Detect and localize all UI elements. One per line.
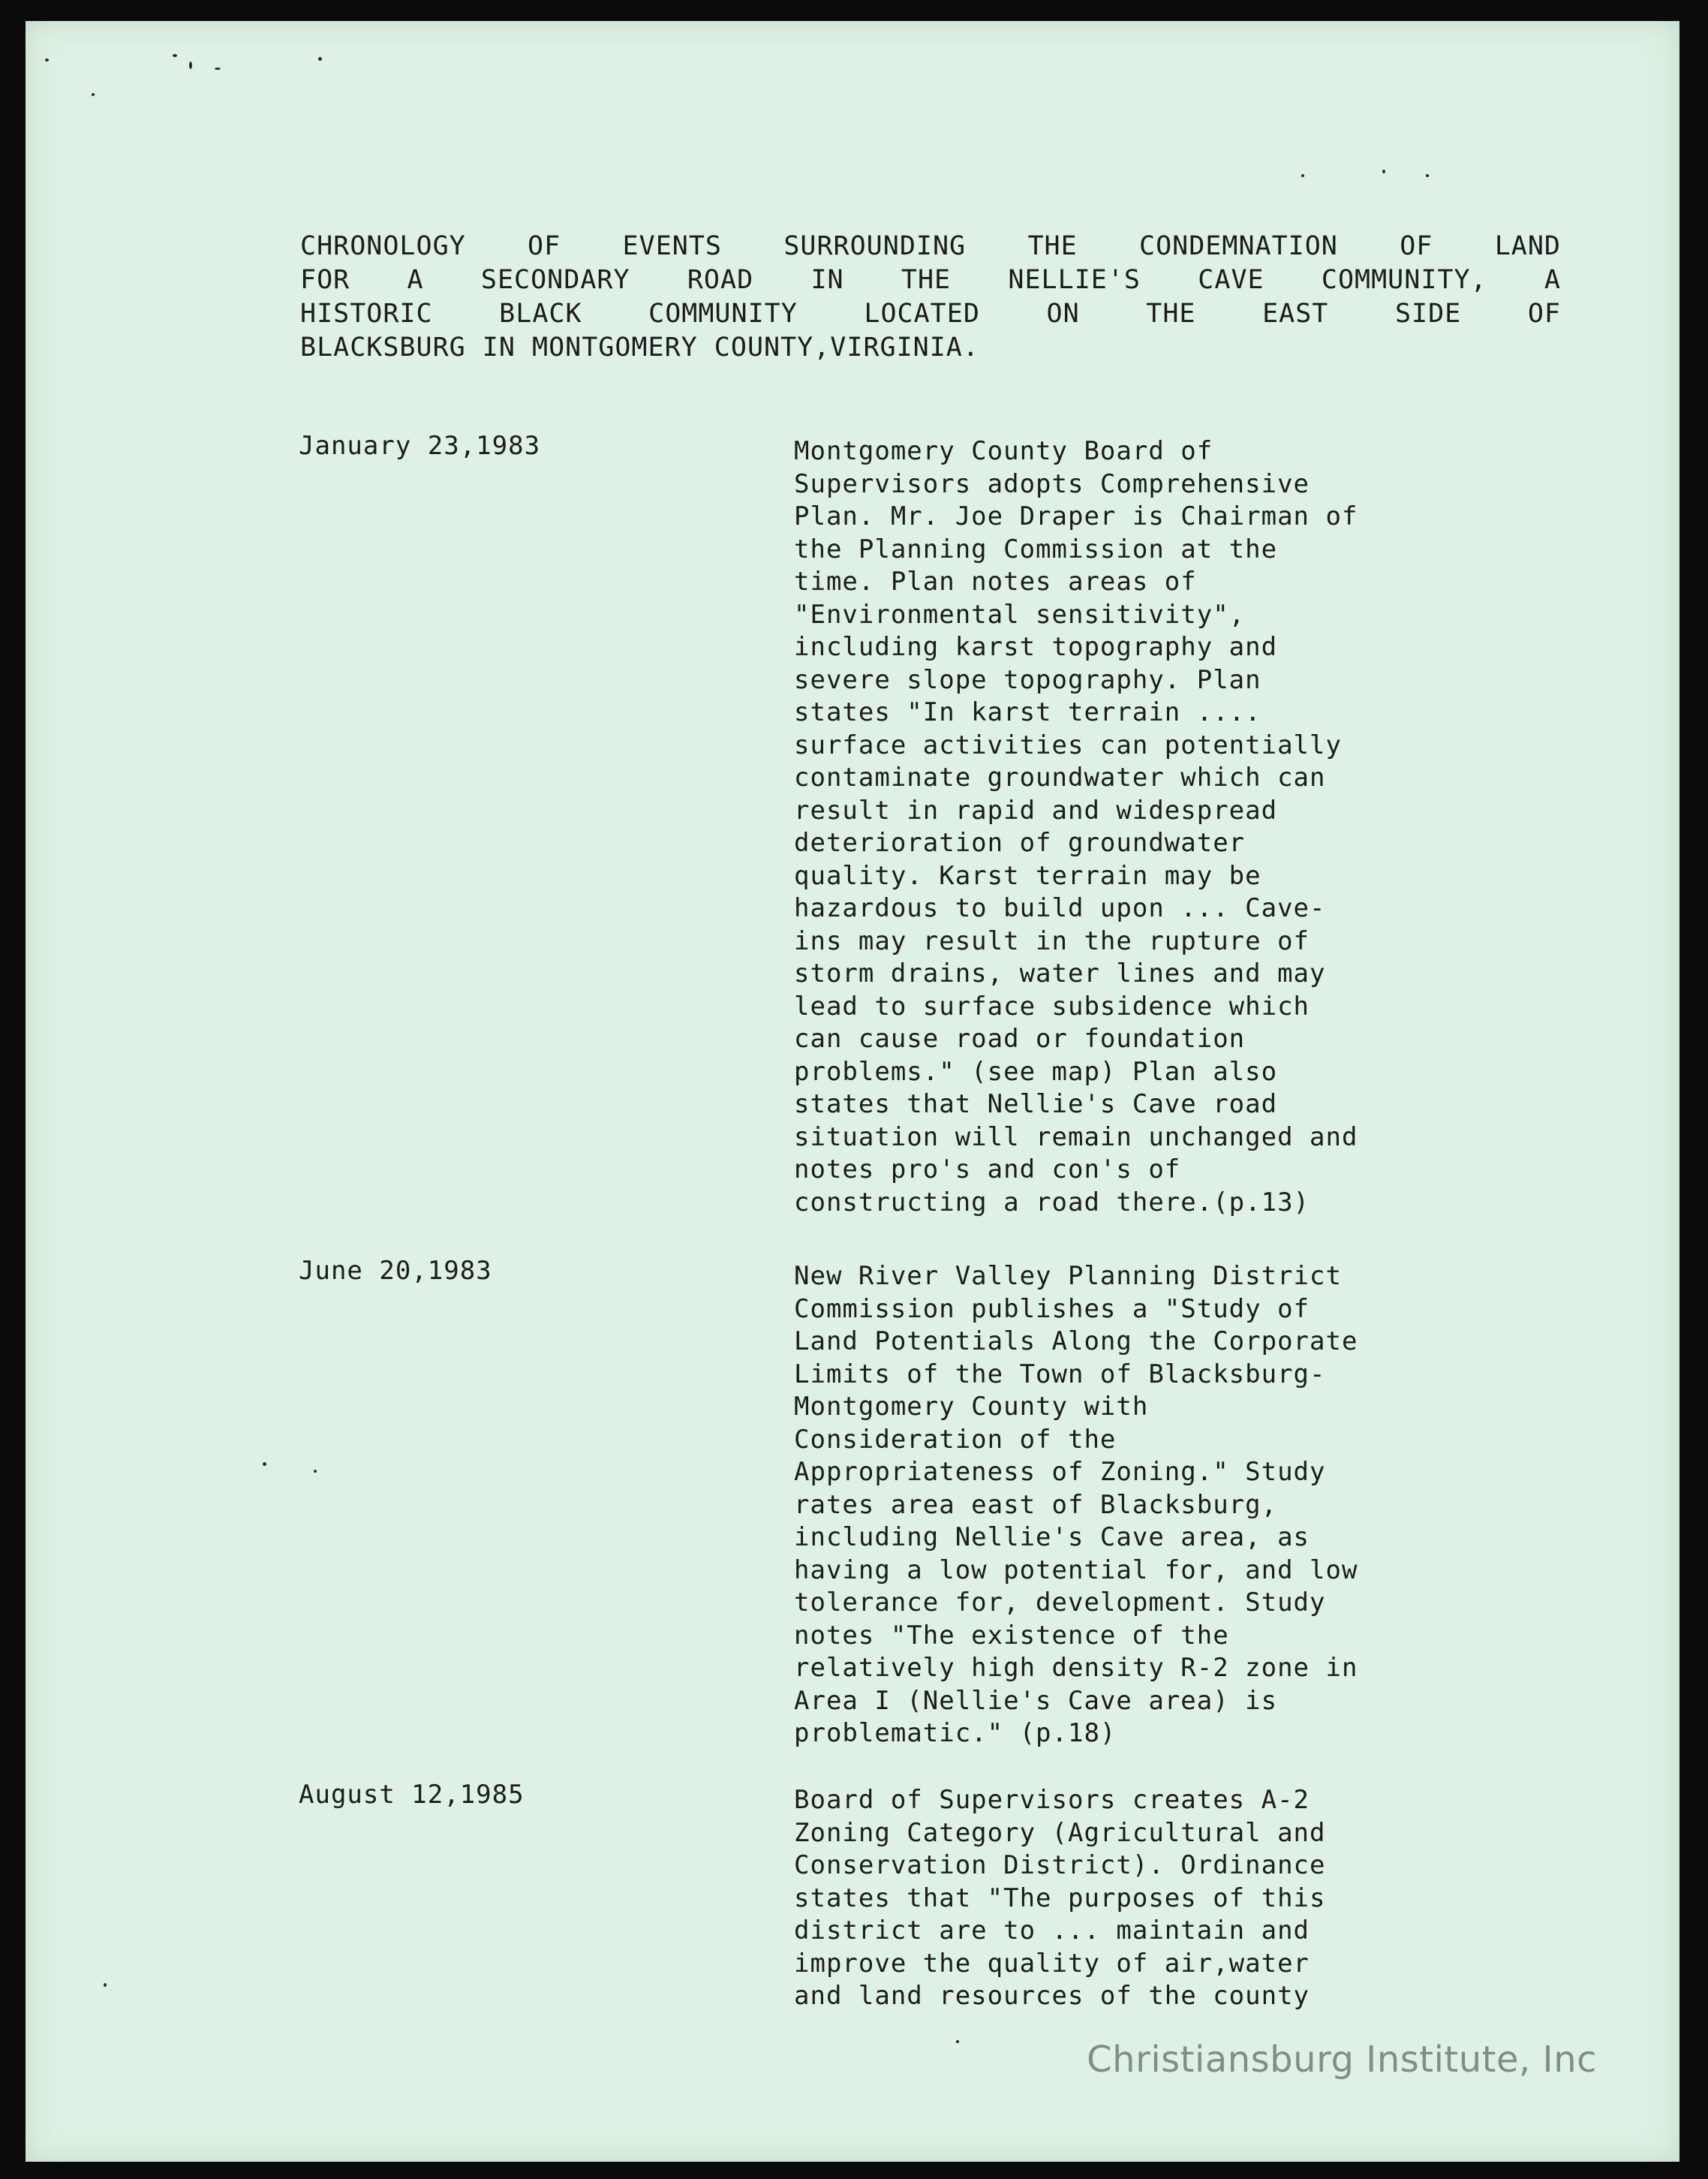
entry-line: having a low potential for, and low xyxy=(794,1554,1358,1585)
watermark: Christiansburg Institute, Inc xyxy=(1087,2039,1597,2081)
entry-line: Montgomery County with xyxy=(794,1392,1149,1422)
speck-mark xyxy=(45,59,49,62)
speck-mark xyxy=(314,1470,317,1473)
document-page xyxy=(26,21,1679,2162)
entry-line: quality. Karst terrain may be xyxy=(794,860,1261,891)
speck-mark xyxy=(189,62,192,69)
entry-line: Montgomery County Board of xyxy=(794,436,1213,466)
entry-line: New River Valley Planning District xyxy=(794,1261,1342,1291)
entry-line: surface activities can potentially xyxy=(794,730,1342,760)
entry-line: Zoning Category (Agricultural and xyxy=(794,1817,1326,1848)
entry-line: notes pro's and con's of xyxy=(794,1154,1181,1184)
entry-description xyxy=(794,1784,1544,2013)
speck-mark xyxy=(956,2040,959,2043)
entry-line: storm drains, water lines and may xyxy=(794,959,1326,989)
entry-line: ins may result in the rupture of xyxy=(794,925,1310,956)
entry-line: contaminate groundwater which can xyxy=(794,763,1326,793)
title-line: BLACKSBURG IN MONTGOMERY COUNTY,VIRGINIA. xyxy=(300,333,979,363)
entry-line: lead to surface subsidence which xyxy=(794,991,1310,1022)
entry-line: Appropriateness of Zoning." Study xyxy=(794,1457,1326,1487)
speck-mark xyxy=(1301,174,1304,177)
entry-line: Plan. Mr. Joe Draper is Chairman of xyxy=(794,501,1358,531)
entry-line: constructing a road there.(p.13) xyxy=(794,1187,1310,1217)
entry-line: states "In karst terrain .... xyxy=(794,697,1261,727)
speck-mark xyxy=(215,68,221,70)
entry-line: and land resources of the county xyxy=(794,1981,1310,2011)
title-line: CHRONOLOGY OF EVENTS SURROUNDING THE CONDEMNATION OF LAND xyxy=(300,231,1561,261)
entry-line: including Nellie's Cave area, as xyxy=(794,1522,1310,1552)
speck-mark xyxy=(1426,174,1429,177)
speck-mark xyxy=(173,54,177,57)
entry-line: severe slope topography. Plan xyxy=(794,664,1261,695)
entry-line: problematic." (p.18) xyxy=(794,1718,1117,1748)
entry-line: Area I (Nellie's Cave area) is xyxy=(794,1685,1278,1716)
entry-line: "Environmental sensitivity", xyxy=(794,599,1246,630)
document-title xyxy=(300,230,1561,365)
entry-line: Commission publishes a "Study of xyxy=(794,1293,1310,1324)
speck-mark xyxy=(92,93,95,96)
entry-line: time. Plan notes areas of xyxy=(794,567,1197,597)
entry-line: Land Potentials Along the Corporate xyxy=(794,1326,1358,1356)
entry-line: states that Nellie's Cave road xyxy=(794,1089,1278,1119)
entry-line: relatively high density R-2 zone in xyxy=(794,1653,1358,1683)
entry-line: Consideration of the xyxy=(794,1424,1117,1455)
entry-line: district are to ... maintain and xyxy=(794,1916,1310,1946)
entry-line: improve the quality of air,water xyxy=(794,1948,1310,1979)
entry-description xyxy=(794,435,1544,1219)
entry-line: rates area east of Blacksburg, xyxy=(794,1489,1278,1520)
entry-line: Limits of the Town of Blacksburg- xyxy=(794,1359,1326,1389)
entry-line: the Planning Commission at the xyxy=(794,534,1278,564)
entry-line: tolerance for, development. Study xyxy=(794,1588,1326,1618)
entry-line: states that "The purposes of this xyxy=(794,1883,1326,1913)
entry-date: August 12,1985 xyxy=(299,1780,525,1810)
entry-line: Supervisors adopts Comprehensive xyxy=(794,468,1310,499)
entry-line: can cause road or foundation xyxy=(794,1024,1246,1054)
entry-line: Board of Supervisors creates A-2 xyxy=(794,1785,1310,1815)
entry-date: June 20,1983 xyxy=(299,1256,492,1286)
entry-date: January 23,1983 xyxy=(299,431,541,461)
entry-line: Conservation District). Ordinance xyxy=(794,1850,1326,1880)
speck-mark xyxy=(1382,170,1385,173)
entry-line: deterioration of groundwater xyxy=(794,828,1246,858)
entry-description xyxy=(794,1260,1544,1750)
title-line: FOR A SECONDARY ROAD IN THE NELLIE'S CAVE COMMUNITY, A xyxy=(300,265,1561,295)
entry-line: notes "The existence of the xyxy=(794,1620,1229,1651)
speck-mark xyxy=(263,1462,266,1466)
entry-line: situation will remain unchanged and xyxy=(794,1121,1358,1152)
entry-line: hazardous to build upon ... Cave- xyxy=(794,893,1326,923)
entry-line: including karst topography and xyxy=(794,632,1278,662)
title-line: HISTORIC BLACK COMMUNITY LOCATED ON THE EAST SIDE OF xyxy=(300,299,1561,329)
entry-line: result in rapid and widespread xyxy=(794,795,1278,826)
entry-line: problems." (see map) Plan also xyxy=(794,1056,1278,1087)
speck-mark xyxy=(318,57,322,61)
speck-mark xyxy=(104,1983,107,1987)
